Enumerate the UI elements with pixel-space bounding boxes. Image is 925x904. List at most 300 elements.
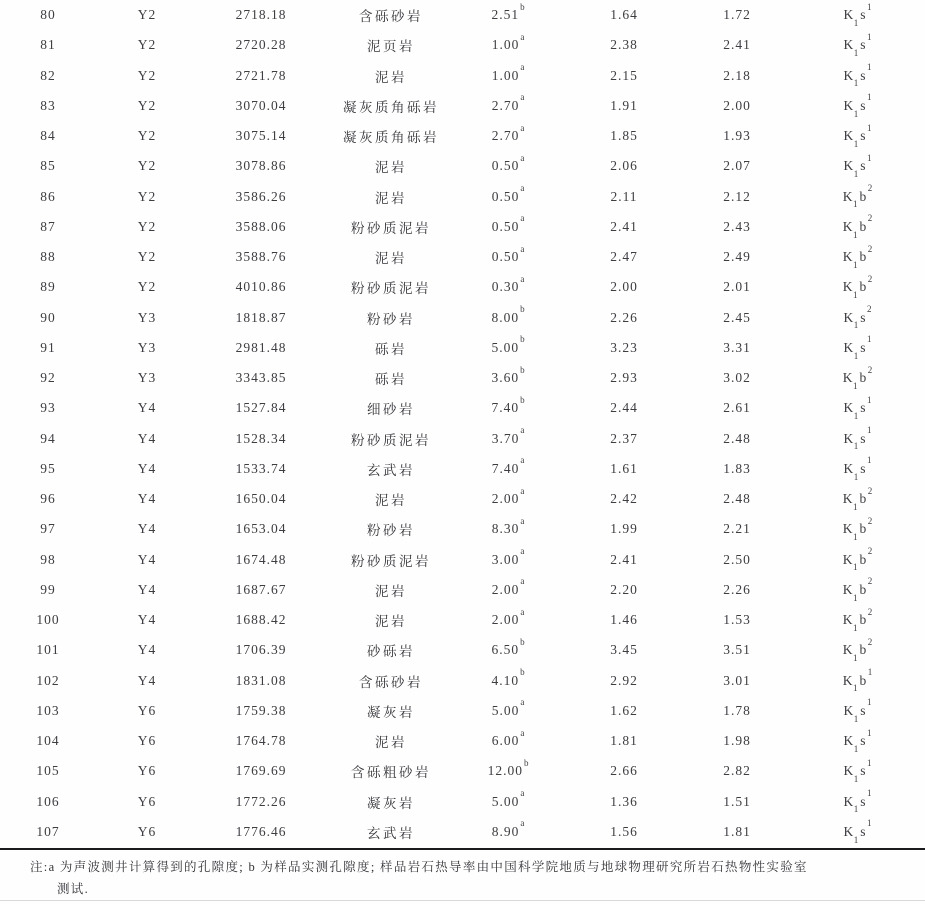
cell-porosity (458, 667, 558, 689)
cell-porosity (458, 122, 558, 144)
table-row (0, 121, 925, 151)
stratum-subscript: 1 (853, 653, 858, 664)
porosity-method-superscript: a (520, 62, 525, 73)
cell-conductivity-corrected: 2.43 (723, 218, 751, 234)
stratum-system: K (843, 97, 854, 113)
cell-stratum (784, 697, 925, 724)
cell-porosity (458, 818, 558, 840)
cell-lithology: 凝灰岩 (367, 704, 415, 720)
table-row (0, 605, 925, 635)
stratum-formation: s (860, 97, 866, 113)
stratum-system: K (842, 581, 853, 597)
stratum-superscript: 2 (867, 213, 873, 224)
stratum-system: K (842, 521, 853, 537)
stratum-superscript: 1 (867, 667, 873, 678)
cell-sample-no: 105 (36, 763, 60, 779)
porosity-value: 4.10 (491, 672, 520, 688)
stratum-formation: s (860, 823, 866, 839)
porosity-value: 7.40 (491, 460, 520, 476)
cell-depth: 1527.84 (235, 400, 287, 416)
stratum-superscript: 1 (867, 62, 872, 73)
cell-sample-no: 103 (36, 702, 60, 718)
cell-conductivity-corrected: 1.98 (723, 733, 751, 749)
cell-conductivity-corrected: 2.12 (723, 188, 751, 204)
stratum-superscript: 2 (867, 273, 873, 284)
stratum-system: K (842, 642, 853, 658)
cell-stratum (784, 243, 925, 270)
cell-sample-no: 80 (40, 7, 56, 23)
stratum-subscript: 1 (853, 622, 858, 633)
cell-sample-no: 102 (36, 672, 60, 688)
cell-conductivity-measured: 3.23 (610, 339, 638, 355)
cell-stratum (784, 1, 925, 28)
cell-stratum (784, 213, 925, 240)
cell-porosity (458, 183, 558, 205)
stratum-system: K (842, 491, 853, 507)
stratum-superscript: 2 (867, 515, 873, 526)
stratum-subscript: 1 (853, 48, 859, 59)
cell-depth: 2720.28 (235, 37, 287, 53)
cell-stratum (784, 425, 925, 452)
cell-conductivity-measured: 1.85 (610, 128, 638, 144)
stratum-system: K (843, 339, 854, 355)
table-row (0, 696, 925, 726)
cell-conductivity-corrected: 1.51 (723, 793, 751, 809)
page-bottom-rule (0, 900, 925, 901)
cell-well-name: Y4 (137, 612, 157, 628)
porosity-method-superscript: a (520, 243, 525, 254)
cell-well-name: Y2 (137, 97, 157, 113)
cell-well-name: Y3 (137, 370, 157, 386)
porosity-value: 3.60 (491, 370, 520, 386)
cell-porosity (458, 546, 558, 568)
cell-stratum (784, 606, 925, 633)
stratum-subscript: 1 (853, 78, 859, 89)
stratum-formation: b (859, 249, 867, 265)
cell-porosity (458, 334, 558, 356)
porosity-value: 3.70 (491, 430, 520, 446)
cell-well-name: Y2 (137, 67, 157, 83)
stratum-system: K (842, 672, 853, 688)
stratum-subscript: 1 (853, 532, 858, 543)
cell-depth: 1776.46 (235, 823, 287, 839)
cell-conductivity-measured: 2.20 (610, 581, 638, 597)
cell-conductivity-corrected: 3.51 (723, 642, 751, 658)
cell-sample-no: 90 (40, 309, 56, 325)
stratum-formation: s (860, 37, 866, 53)
cell-conductivity-corrected: 1.78 (723, 702, 751, 718)
cell-sample-no: 96 (40, 491, 56, 507)
cell-well-name: Y2 (137, 7, 157, 23)
cell-lithology: 含砾砂岩 (359, 9, 423, 25)
porosity-value: 5.00 (491, 793, 520, 809)
cell-well-name: Y4 (137, 521, 157, 537)
porosity-method-superscript: b (520, 334, 525, 345)
cell-lithology: 泥页岩 (367, 39, 415, 55)
porosity-value: 2.70 (491, 97, 520, 113)
porosity-method-superscript: a (520, 425, 525, 436)
cell-depth: 1687.67 (235, 581, 287, 597)
stratum-system: K (843, 702, 854, 718)
cell-depth: 3075.14 (235, 128, 287, 144)
cell-sample-no: 99 (40, 581, 56, 597)
porosity-method-superscript: a (520, 273, 525, 284)
porosity-value: 3.00 (491, 551, 520, 567)
cell-porosity (458, 697, 558, 719)
stratum-system: K (842, 249, 853, 265)
cell-sample-no: 91 (40, 339, 56, 355)
cell-sample-no: 98 (40, 551, 56, 567)
table-footnote (30, 856, 900, 900)
stratum-superscript: 2 (867, 485, 873, 496)
stratum-subscript: 1 (853, 743, 859, 754)
cell-lithology: 泥岩 (375, 69, 407, 85)
cell-sample-no: 81 (40, 37, 56, 53)
porosity-method-superscript: a (520, 31, 525, 42)
cell-porosity (458, 62, 558, 84)
cell-conductivity-measured: 2.41 (610, 218, 638, 234)
cell-lithology: 粉砂质泥岩 (351, 553, 431, 569)
stratum-system: K (842, 551, 853, 567)
cell-conductivity-measured: 1.36 (610, 793, 638, 809)
cell-conductivity-corrected: 2.01 (723, 279, 751, 295)
table-row (0, 363, 925, 393)
stratum-superscript: 2 (867, 546, 873, 557)
cell-sample-no: 87 (40, 218, 56, 234)
table-row (0, 272, 925, 302)
cell-depth: 1769.69 (235, 763, 287, 779)
cell-sample-no: 100 (36, 612, 60, 628)
stratum-subscript: 1 (853, 683, 858, 694)
stratum-superscript: 1 (867, 152, 872, 163)
stratum-formation: s (860, 793, 866, 809)
cell-lithology: 含砾粗砂岩 (351, 765, 431, 781)
stratum-superscript: 2 (867, 364, 873, 375)
cell-sample-no: 95 (40, 460, 56, 476)
porosity-method-superscript: a (520, 213, 525, 224)
stratum-formation: s (860, 7, 866, 23)
stratum-subscript: 1 (853, 138, 859, 149)
table-row (0, 30, 925, 60)
cell-porosity (458, 727, 558, 749)
stratum-superscript: 1 (867, 334, 872, 345)
cell-conductivity-measured: 2.15 (610, 67, 638, 83)
cell-sample-no: 107 (36, 823, 60, 839)
cell-depth: 1831.08 (235, 672, 287, 688)
stratum-subscript: 1 (853, 441, 859, 452)
cell-sample-no: 106 (36, 793, 60, 809)
stratum-formation: s (860, 67, 866, 83)
cell-conductivity-measured: 2.37 (610, 430, 638, 446)
cell-porosity (458, 515, 558, 537)
porosity-value: 6.00 (491, 733, 520, 749)
cell-depth: 1650.04 (235, 491, 287, 507)
cell-conductivity-measured: 2.26 (610, 309, 638, 325)
cell-conductivity-measured: 1.81 (610, 733, 638, 749)
porosity-method-superscript: a (520, 818, 525, 829)
cell-lithology: 含砾砂岩 (359, 674, 423, 690)
table-row (0, 303, 925, 333)
cell-depth: 1706.39 (235, 642, 287, 658)
cell-porosity (458, 364, 558, 386)
cell-lithology: 泥岩 (375, 251, 407, 267)
cell-lithology: 砾岩 (375, 372, 407, 388)
porosity-value: 2.00 (491, 491, 520, 507)
cell-conductivity-measured: 2.47 (610, 249, 638, 265)
cell-depth: 3588.06 (235, 218, 287, 234)
stratum-superscript: 1 (867, 697, 872, 708)
stratum-system: K (843, 128, 854, 144)
cell-conductivity-corrected: 2.18 (723, 67, 751, 83)
porosity-method-superscript: b (520, 364, 525, 375)
cell-stratum (784, 122, 925, 149)
stratum-system: K (842, 612, 853, 628)
cell-conductivity-measured: 2.00 (610, 279, 638, 295)
cell-depth: 4010.86 (235, 279, 287, 295)
cell-conductivity-corrected: 2.82 (723, 763, 751, 779)
cell-lithology: 粉砂岩 (367, 523, 415, 539)
cell-conductivity-corrected: 3.31 (723, 339, 751, 355)
cell-sample-no: 97 (40, 521, 56, 537)
stratum-subscript: 1 (853, 501, 858, 512)
stratum-formation: b (859, 581, 867, 597)
cell-lithology: 粉砂质泥岩 (351, 220, 431, 236)
porosity-value: 0.30 (491, 279, 520, 295)
stratum-formation: s (860, 128, 866, 144)
cell-conductivity-corrected: 2.50 (723, 551, 751, 567)
table-row (0, 635, 925, 665)
porosity-method-superscript: a (520, 183, 525, 194)
stratum-system: K (843, 793, 854, 809)
cell-porosity (458, 31, 558, 53)
stratum-superscript: 1 (867, 788, 872, 799)
cell-lithology: 粉砂质泥岩 (351, 432, 431, 448)
cell-conductivity-measured: 1.61 (610, 460, 638, 476)
stratum-superscript: 1 (867, 394, 872, 405)
table-row (0, 424, 925, 454)
cell-well-name: Y4 (137, 491, 157, 507)
table-row (0, 91, 925, 121)
cell-conductivity-corrected: 1.72 (723, 7, 751, 23)
porosity-method-superscript: b (520, 636, 525, 647)
cell-conductivity-measured: 2.11 (610, 188, 638, 204)
cell-conductivity-measured: 2.42 (610, 491, 638, 507)
stratum-system: K (842, 218, 853, 234)
cell-lithology: 凝灰质角砾岩 (343, 99, 439, 115)
stratum-formation: b (859, 551, 867, 567)
cell-conductivity-measured: 2.41 (610, 551, 638, 567)
porosity-method-superscript: a (520, 788, 525, 799)
stratum-formation: s (860, 158, 866, 174)
cell-conductivity-measured: 1.99 (610, 521, 638, 537)
porosity-value: 8.30 (491, 521, 520, 537)
cell-well-name: Y6 (137, 823, 157, 839)
cell-stratum (784, 334, 925, 361)
cell-conductivity-measured: 1.64 (610, 7, 638, 23)
cell-well-name: Y2 (137, 218, 157, 234)
table-row (0, 333, 925, 363)
table-row (0, 0, 925, 30)
porosity-method-superscript: a (520, 576, 525, 587)
stratum-formation: b (859, 612, 867, 628)
cell-stratum (784, 152, 925, 180)
stratum-formation: s (860, 309, 866, 325)
porosity-value: 7.40 (491, 400, 520, 416)
stratum-formation: s (860, 339, 866, 355)
cell-conductivity-corrected: 2.48 (723, 430, 751, 446)
porosity-method-superscript: a (520, 92, 525, 103)
stratum-superscript: 2 (867, 243, 873, 254)
cell-sample-no: 85 (40, 158, 56, 174)
porosity-method-superscript: a (520, 455, 525, 466)
stratum-subscript: 1 (853, 411, 859, 422)
table-row (0, 575, 925, 605)
cell-lithology: 泥岩 (375, 735, 407, 751)
cell-porosity (458, 757, 558, 779)
cell-sample-no: 104 (36, 733, 60, 749)
cell-porosity (458, 576, 558, 598)
cell-stratum (784, 636, 925, 664)
stratum-superscript: 2 (867, 636, 873, 647)
table-row (0, 817, 925, 847)
cell-conductivity-measured: 3.45 (610, 642, 638, 658)
footnote-line-2: 测试. (57, 882, 90, 896)
stratum-superscript: 2 (867, 576, 873, 587)
table-row (0, 182, 925, 212)
stratum-subscript: 1 (853, 350, 859, 361)
stratum-system: K (842, 279, 853, 295)
porosity-value: 6.50 (491, 642, 520, 658)
cell-stratum (784, 485, 925, 512)
cell-conductivity-measured: 1.46 (610, 612, 638, 628)
cell-well-name: Y4 (137, 460, 157, 476)
stratum-subscript: 1 (853, 320, 859, 331)
stratum-formation: b (859, 521, 867, 537)
cell-sample-no: 94 (40, 430, 56, 446)
cell-stratum (784, 394, 925, 422)
stratum-subscript: 1 (853, 169, 859, 180)
stratum-superscript: 1 (867, 727, 872, 738)
stratum-subscript: 1 (853, 229, 858, 240)
porosity-value: 5.00 (491, 702, 520, 718)
cell-porosity (458, 788, 558, 810)
cell-depth: 1759.38 (235, 702, 287, 718)
cell-lithology: 玄武岩 (367, 462, 415, 478)
cell-conductivity-measured: 2.44 (610, 400, 638, 416)
stratum-formation: b (859, 642, 867, 658)
cell-porosity (458, 273, 558, 295)
cell-conductivity-corrected: 3.01 (723, 672, 751, 688)
stratum-system: K (843, 460, 854, 476)
cell-conductivity-corrected: 2.21 (723, 521, 751, 537)
cell-conductivity-corrected: 2.48 (723, 491, 751, 507)
stratum-subscript: 1 (853, 17, 859, 28)
cell-well-name: Y2 (137, 279, 157, 295)
cell-stratum (784, 273, 925, 301)
stratum-system: K (843, 823, 854, 839)
cell-depth: 1764.78 (235, 733, 287, 749)
cell-lithology: 泥岩 (375, 614, 407, 630)
table-row (0, 393, 925, 423)
stratum-subscript: 1 (853, 471, 859, 482)
cell-well-name: Y2 (137, 158, 157, 174)
cell-stratum (784, 304, 925, 331)
cell-sample-no: 82 (40, 67, 56, 83)
stratum-subscript: 1 (853, 199, 858, 210)
cell-porosity (458, 243, 558, 265)
cell-stratum (784, 788, 925, 815)
cell-stratum (784, 364, 925, 391)
stratum-superscript: 1 (867, 122, 872, 133)
stratum-formation: b (859, 188, 867, 204)
stratum-formation: s (860, 763, 866, 779)
cell-conductivity-corrected: 3.02 (723, 370, 751, 386)
porosity-method-superscript: a (520, 152, 525, 163)
cell-conductivity-measured: 1.56 (610, 823, 638, 839)
table-row (0, 666, 925, 696)
stratum-system: K (842, 370, 853, 386)
cell-porosity (458, 606, 558, 628)
stratum-system: K (842, 188, 853, 204)
cell-conductivity-corrected: 2.26 (723, 581, 751, 597)
stratum-system: K (843, 733, 854, 749)
porosity-method-superscript: a (520, 515, 525, 526)
table-row (0, 756, 925, 786)
cell-conductivity-corrected: 2.00 (723, 97, 751, 113)
table-row (0, 787, 925, 817)
stratum-subscript: 1 (853, 380, 858, 391)
cell-well-name: Y4 (137, 551, 157, 567)
cell-lithology: 细砂岩 (367, 402, 415, 418)
cell-depth: 3588.76 (235, 249, 287, 265)
cell-conductivity-corrected: 2.49 (723, 249, 751, 265)
cell-conductivity-measured: 2.92 (610, 672, 638, 688)
cell-conductivity-corrected: 1.83 (723, 460, 751, 476)
porosity-value: 5.00 (491, 339, 520, 355)
stratum-subscript: 1 (853, 290, 858, 301)
cell-stratum (784, 727, 925, 754)
cell-sample-no: 88 (40, 249, 56, 265)
cell-lithology: 粉砂质泥岩 (351, 281, 431, 297)
cell-conductivity-measured: 1.62 (610, 702, 638, 718)
stratum-subscript: 1 (853, 592, 858, 603)
cell-stratum (784, 515, 925, 543)
cell-depth: 3078.86 (235, 158, 287, 174)
porosity-value: 0.50 (491, 158, 520, 174)
porosity-method-superscript: a (520, 122, 525, 133)
porosity-value: 0.50 (491, 249, 520, 265)
table-row (0, 212, 925, 242)
stratum-formation: s (860, 430, 866, 446)
cell-porosity (458, 394, 558, 416)
cell-stratum (784, 667, 925, 694)
cell-depth: 3070.04 (235, 97, 287, 113)
stratum-formation: b (859, 218, 867, 234)
stratum-system: K (843, 158, 854, 174)
stratum-formation: b (859, 491, 867, 507)
cell-sample-no: 83 (40, 97, 56, 113)
cell-well-name: Y4 (137, 400, 157, 416)
stratum-superscript: 1 (867, 31, 872, 42)
cell-depth: 1772.26 (235, 793, 287, 809)
stratum-subscript: 1 (853, 108, 859, 119)
stratum-superscript: 2 (867, 606, 873, 617)
stratum-system: K (843, 309, 854, 325)
cell-porosity (458, 425, 558, 447)
cell-depth: 1688.42 (235, 612, 287, 628)
cell-stratum (784, 183, 925, 210)
stratum-system: K (843, 763, 854, 779)
